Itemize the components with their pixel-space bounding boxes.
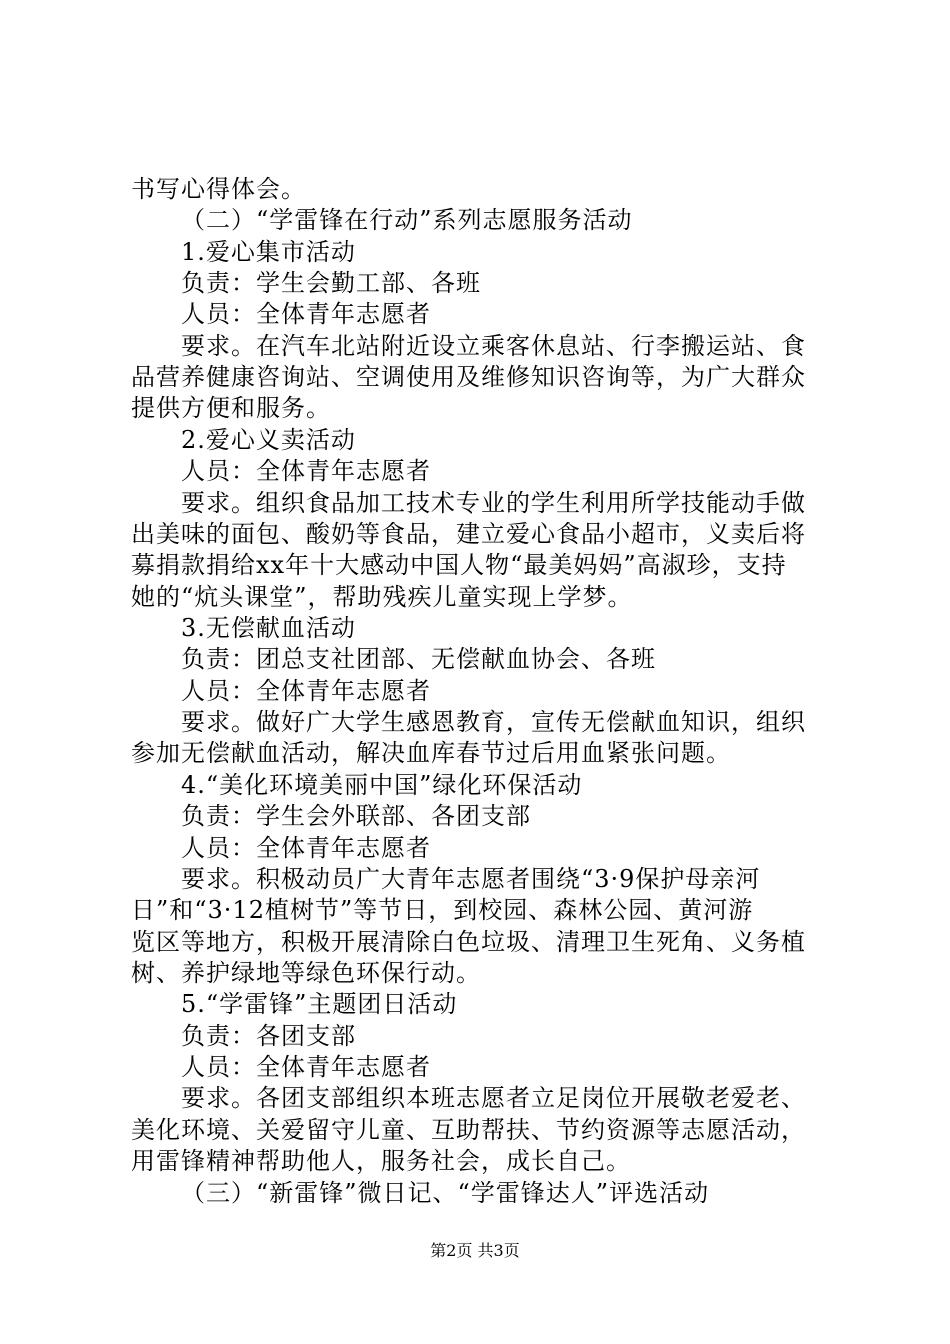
responsible-line: 负责：团总支社团部、无偿献血协会、各班 <box>181 645 656 673</box>
personnel-line: 人员：全体青年志愿者 <box>181 300 431 328</box>
paragraph-line: 出美味的面包、酸奶等食品，建立爱心食品小超市，义卖后将 <box>131 520 806 548</box>
personnel-line: 人员：全体青年志愿者 <box>181 457 431 485</box>
requirement-line: 要求。积极动员广大青年志愿者围绕“3·9保护母亲河 <box>181 865 761 893</box>
personnel-line: 人员：全体青年志愿者 <box>181 1053 431 1081</box>
section-heading: （二）“学雷锋在行动”系列志愿服务活动 <box>181 206 633 234</box>
personnel-line: 人员：全体青年志愿者 <box>181 834 431 862</box>
paragraph-line: 用雷锋精神帮助他人，服务社会，成长自己。 <box>131 1147 631 1175</box>
responsible-line: 负责：学生会外联部、各团支部 <box>181 802 531 830</box>
paragraph-line: 书写心得体会。 <box>131 175 306 203</box>
personnel-line: 人员：全体青年志愿者 <box>181 677 431 705</box>
paragraph-line: 提供方便和服务。 <box>131 394 331 422</box>
paragraph-line: 她的“炕头课堂”，帮助残疾儿童实现上学梦。 <box>131 583 633 611</box>
section-heading: （三）“新雷锋”微日记、“学雷锋达人”评选活动 <box>181 1179 710 1207</box>
paragraph-line: 美化环境、关爱留守儿童、互助帮扶、节约资源等志愿活动， <box>131 1116 806 1144</box>
item-heading: 2.爱心义卖活动 <box>181 426 356 454</box>
item-heading: 4.“美化环境美丽中国”绿化环保活动 <box>181 771 583 799</box>
requirement-line: 要求。在汽车北站附近设立乘客休息站、行李搬运站、食 <box>181 332 806 360</box>
item-heading: 1.爱心集市活动 <box>181 238 356 266</box>
paragraph-line: 募捐款捐给xx年十大感动中国人物“最美妈妈”高淑珍，支持 <box>131 551 787 579</box>
paragraph-line: 树、养护绿地等绿色环保行动。 <box>131 959 481 987</box>
item-heading: 5.“学雷锋”主题团日活动 <box>181 990 458 1018</box>
requirement-line: 要求。做好广大学生感恩教育，宣传无偿献血知识，组织 <box>181 708 806 736</box>
responsible-line: 负责：各团支部 <box>181 1022 356 1050</box>
paragraph-line: 览区等地方，积极开展清除白色垃圾、清理卫生死角、义务植 <box>131 928 806 956</box>
responsible-line: 负责：学生会勤工部、各班 <box>181 269 481 297</box>
requirement-line: 要求。各团支部组织本班志愿者立足岗位开展敬老爱老、 <box>181 1084 806 1112</box>
paragraph-line: 日”和“3·12植树节”等节日，到校园、森林公园、黄河游 <box>131 896 754 924</box>
requirement-line: 要求。组织食品加工技术专业的学生利用所学技能动手做 <box>181 489 806 517</box>
paragraph-line: 参加无偿献血活动，解决血库春节过后用血紧张问题。 <box>131 739 731 767</box>
page-number-footer: 第2页 共3页 <box>430 1241 520 1260</box>
paragraph-line: 品营养健康咨询站、空调使用及维修知识咨询等，为广大群众 <box>131 363 806 391</box>
item-heading: 3.无偿献血活动 <box>181 614 356 642</box>
